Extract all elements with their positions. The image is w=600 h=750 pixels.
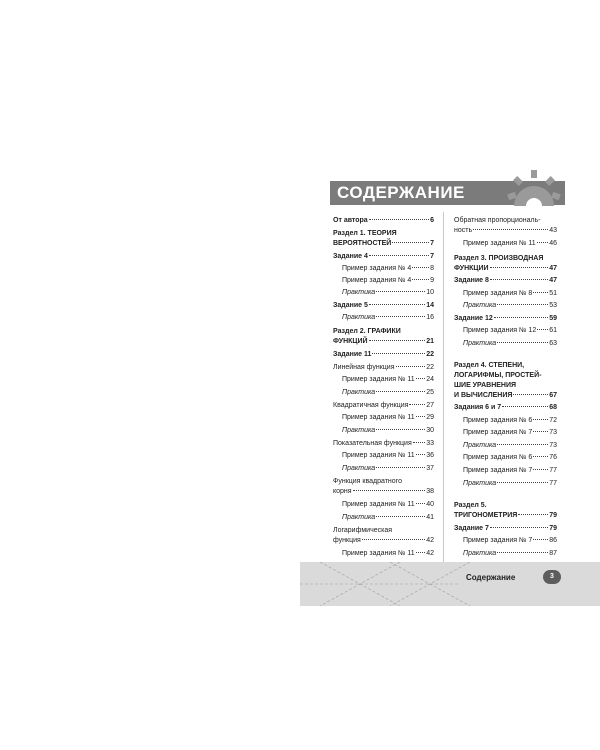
toc-page-number: 7	[430, 253, 434, 260]
toc-entry-title: Задание 5	[333, 302, 368, 309]
toc-page-number: 7	[430, 240, 434, 247]
toc-entry-title: Линейная функция	[333, 364, 395, 371]
toc-leader-dots	[376, 316, 425, 317]
toc-leader-dots	[416, 503, 426, 504]
toc-leader-dots	[392, 242, 429, 243]
toc-entry-title: ФУНКЦИИ	[454, 265, 489, 272]
toc-entry-title: Пример задания № 11	[342, 414, 415, 421]
toc-page-number: 9	[430, 277, 434, 284]
toc-page-number: 47	[549, 265, 557, 272]
toc-entry	[333, 536, 434, 546]
toc-leader-dots	[497, 552, 548, 553]
toc-page-number: 10	[426, 289, 434, 296]
toc-entry-title: Пример задания № 11	[463, 240, 536, 247]
toc-entry-title: Функция квадратного	[333, 478, 402, 485]
toc-page-number: 86	[549, 537, 557, 544]
toc-leader-dots	[490, 527, 548, 528]
toc-entry	[342, 288, 434, 298]
footer-section-label: Содержание	[466, 573, 516, 582]
toc-entry-title: Раздел 2. ГРАФИКИ	[333, 328, 401, 335]
toc-page-number: 24	[426, 376, 434, 383]
toc-entry	[463, 441, 557, 451]
toc-page-number: 33	[426, 440, 434, 447]
toc-entry-title: Раздел 5.	[454, 502, 487, 509]
toc-entry	[333, 526, 434, 536]
toc-page-number: 61	[549, 327, 557, 334]
toc-entry-title: Пример задания № 7	[463, 467, 533, 474]
toc-leader-dots	[513, 394, 548, 395]
toc-leader-dots	[409, 404, 425, 405]
toc-leader-dots	[372, 353, 425, 354]
toc-entry-title: Пример задания № 11	[342, 550, 415, 557]
toc-entry	[463, 301, 557, 311]
toc-page-number: 43	[549, 227, 557, 234]
toc-entry-title: Логарифмическая	[333, 527, 393, 534]
toc-page-number: 51	[549, 290, 557, 297]
toc-entry	[333, 477, 434, 487]
toc-page-number: 40	[426, 501, 434, 508]
toc-entry-title: ность	[454, 227, 473, 234]
toc-entry-title: Раздел 4. СТЕПЕНИ,	[454, 362, 525, 369]
toc-entry	[463, 428, 557, 438]
toc-entry	[463, 289, 557, 299]
toc-leader-dots	[490, 279, 548, 280]
toc-page-number: 42	[426, 537, 434, 544]
toc-leader-dots	[497, 444, 548, 445]
toc-page-number: 27	[426, 402, 434, 409]
toc-entry-title: Задание 8	[454, 277, 489, 284]
toc-entry-title: ШИЕ УРАВНЕНИЯ	[454, 382, 517, 389]
toc-leader-dots	[369, 340, 426, 341]
toc-leader-dots	[416, 416, 426, 417]
toc-entry	[454, 524, 557, 534]
toc-entry	[342, 426, 434, 436]
toc-page-number: 73	[549, 429, 557, 436]
toc-page-number: 79	[549, 525, 557, 532]
toc-page-number: 63	[549, 340, 557, 347]
toc-page-number: 16	[426, 314, 434, 321]
toc-entry-title: Раздел 1. ТЕОРИЯ	[333, 230, 397, 237]
toc-entry-title: И ВЫЧИСЛЕНИЯ	[454, 392, 513, 399]
toc-entry	[342, 264, 434, 274]
toc-leader-dots	[416, 454, 426, 455]
toc-page-number: 77	[549, 480, 557, 487]
toc-entry-title: Пример задания № 11	[342, 452, 415, 459]
toc-entry	[454, 226, 557, 236]
toc-entry-title: Задание 4	[333, 253, 368, 260]
toc-leader-dots	[376, 429, 425, 430]
toc-leader-dots	[376, 291, 425, 292]
toc-entry	[454, 371, 557, 381]
toc-page-number: 59	[549, 315, 557, 322]
toc-entry-title: Практика	[463, 442, 497, 449]
toc-leader-dots	[533, 292, 548, 293]
toc-page-number: 29	[426, 414, 434, 421]
toc-page-number: 22	[426, 364, 434, 371]
toc-page-number: 37	[426, 465, 434, 472]
toc-entry-title: Практика	[463, 480, 497, 487]
toc-entry-title: Пример задания № 4	[342, 277, 412, 284]
toc-entry	[342, 451, 434, 461]
toc-page-number: 38	[426, 488, 434, 495]
toc-entry-title: Практика	[463, 340, 497, 347]
toc-entry	[454, 403, 557, 413]
toc-entry-title: Раздел 3. ПРОИЗВОДНАЯ	[454, 255, 544, 262]
toc-page-number: 73	[549, 442, 557, 449]
toc-leader-dots	[533, 469, 548, 470]
toc-leader-dots	[533, 419, 548, 420]
toc-entry	[454, 361, 557, 371]
toc-entry-title: Обратная пропорциональ-	[454, 217, 541, 224]
toc-entry-title: Пример задания № 4	[342, 265, 412, 272]
toc-leader-dots	[413, 442, 425, 443]
toc-entry	[342, 513, 434, 523]
toc-page-number: 25	[426, 389, 434, 396]
toc-entry-title: Практика	[342, 314, 376, 321]
toc-entry-title: функция	[333, 537, 361, 544]
toc-entry	[463, 416, 557, 426]
toc-page-number: 36	[426, 452, 434, 459]
toc-entry	[333, 439, 434, 449]
toc-page-number: 76	[549, 454, 557, 461]
toc-leader-dots	[369, 304, 425, 305]
toc-page-number: 14	[426, 302, 434, 309]
toc-entry-title: Пример задания № 6	[463, 454, 533, 461]
toc-entry	[333, 350, 434, 360]
toc-entry	[463, 453, 557, 463]
toc-entry	[333, 327, 434, 337]
toc-leader-dots	[497, 482, 548, 483]
toc-entry	[454, 276, 557, 286]
toc-leader-dots	[518, 514, 548, 515]
toc-entry-title: Практика	[463, 550, 497, 557]
toc-leader-dots	[537, 242, 549, 243]
toc-page-number: 41	[426, 514, 434, 521]
toc-leader-dots	[369, 219, 429, 220]
toc-entry-title: Практика	[342, 289, 376, 296]
toc-leader-dots	[412, 267, 429, 268]
toc-entry-title: корня	[333, 488, 352, 495]
toc-entry	[333, 337, 434, 347]
toc-entry-title: Практика	[342, 427, 376, 434]
footer-pattern	[300, 562, 600, 606]
toc-leader-dots	[533, 539, 548, 540]
toc-entry-title: Практика	[342, 465, 376, 472]
toc-entry-title: Задание 11	[333, 351, 372, 358]
toc-leader-dots	[353, 490, 426, 491]
toc-entry	[454, 391, 557, 401]
toc-entry-title: ВЕРОЯТНОСТЕЙ	[333, 240, 392, 247]
toc-leader-dots	[533, 431, 548, 432]
toc-leader-dots	[412, 279, 429, 280]
page-title: СОДЕРЖАНИЕ	[337, 183, 465, 202]
toc-page-number: 87	[549, 550, 557, 557]
toc-leader-dots	[473, 229, 548, 230]
toc-entry	[463, 339, 557, 349]
toc-entry-title: Задание 12	[454, 315, 493, 322]
toc-page-number: 22	[426, 351, 434, 358]
toc-leader-dots	[369, 255, 429, 256]
toc-leader-dots	[497, 304, 548, 305]
toc-page-number: 67	[549, 392, 557, 399]
toc-leader-dots	[502, 406, 548, 407]
toc-page-number: 68	[549, 404, 557, 411]
toc-entry	[342, 276, 434, 286]
toc-entry	[463, 536, 557, 546]
gear-icon	[504, 166, 564, 206]
toc-entry	[463, 239, 557, 249]
toc-page-number: 6	[430, 217, 434, 224]
toc-entry	[454, 254, 557, 264]
toc-entry	[333, 252, 434, 262]
toc-entry-title: Пример задания № 7	[463, 537, 533, 544]
toc-entry	[454, 511, 557, 521]
toc-leader-dots	[376, 391, 425, 392]
toc-entry	[463, 466, 557, 476]
toc-entry	[342, 500, 434, 510]
toc-entry-title: Задание 7	[454, 525, 489, 532]
toc-entry-title: Пример задания № 7	[463, 429, 533, 436]
toc-entry	[342, 413, 434, 423]
toc-leader-dots	[537, 329, 548, 330]
toc-entry	[342, 388, 434, 398]
toc-entry	[463, 479, 557, 489]
toc-page-number: 21	[426, 338, 434, 345]
toc-entry-title: ТРИГОНОМЕТРИЯ	[454, 512, 518, 519]
toc-leader-dots	[497, 342, 548, 343]
toc-page-number: 46	[549, 240, 557, 247]
toc-entry-title: ЛОГАРИФМЫ, ПРОСТЕЙ-	[454, 372, 542, 379]
toc-entry-title: Пример задания № 11	[342, 376, 415, 383]
toc-page-number: 30	[426, 427, 434, 434]
toc-page-number: 8	[430, 265, 434, 272]
toc-entry-title: Практика	[342, 514, 376, 521]
toc-entry	[342, 464, 434, 474]
toc-page-number: 53	[549, 302, 557, 309]
toc-leader-dots	[416, 552, 426, 553]
toc-entry-title: Пример задания № 12	[463, 327, 537, 334]
toc-entry	[463, 549, 557, 559]
toc-entry-title: Задания 6 и 7	[454, 404, 502, 411]
toc-leader-dots	[416, 378, 426, 379]
toc-entry	[333, 239, 434, 249]
toc-entry	[333, 229, 434, 239]
toc-entry-title: Практика	[342, 389, 376, 396]
toc-entry-title: Практика	[463, 302, 497, 309]
toc-entry-title: Квадратичная функция	[333, 402, 409, 409]
toc-leader-dots	[396, 366, 426, 367]
toc-entry-title: ФУНКЦИЙ	[333, 338, 368, 345]
toc-entry	[454, 381, 557, 391]
toc-entry	[333, 487, 434, 497]
toc-leader-dots	[376, 467, 425, 468]
toc-entry	[454, 264, 557, 274]
toc-entry	[342, 375, 434, 385]
toc-page-number: 79	[549, 512, 557, 519]
column-divider	[443, 212, 444, 562]
toc-entry	[342, 549, 434, 559]
toc-page-number: 47	[549, 277, 557, 284]
toc-leader-dots	[490, 267, 549, 268]
toc-entry-title: Показательная функция	[333, 440, 412, 447]
page-number-badge: 3	[543, 570, 561, 584]
toc-entry-title: Пример задания № 8	[463, 290, 533, 297]
toc-leader-dots	[362, 539, 425, 540]
toc-entry-title: Пример задания № 6	[463, 417, 533, 424]
toc-leader-dots	[494, 317, 548, 318]
toc-entry-title: От автора	[333, 217, 368, 224]
toc-entry	[463, 326, 557, 336]
toc-page-number: 42	[426, 550, 434, 557]
toc-page-number: 72	[549, 417, 557, 424]
toc-entry	[333, 363, 434, 373]
toc-entry	[333, 301, 434, 311]
toc-leader-dots	[376, 516, 425, 517]
toc-entry-title: Пример задания № 11	[342, 501, 415, 508]
toc-entry	[454, 216, 557, 226]
toc-leader-dots	[533, 456, 548, 457]
toc-entry	[333, 401, 434, 411]
toc-entry	[333, 216, 434, 226]
toc-entry	[342, 313, 434, 323]
toc-entry	[454, 501, 557, 511]
toc-page-number: 77	[549, 467, 557, 474]
toc-entry	[454, 314, 557, 324]
